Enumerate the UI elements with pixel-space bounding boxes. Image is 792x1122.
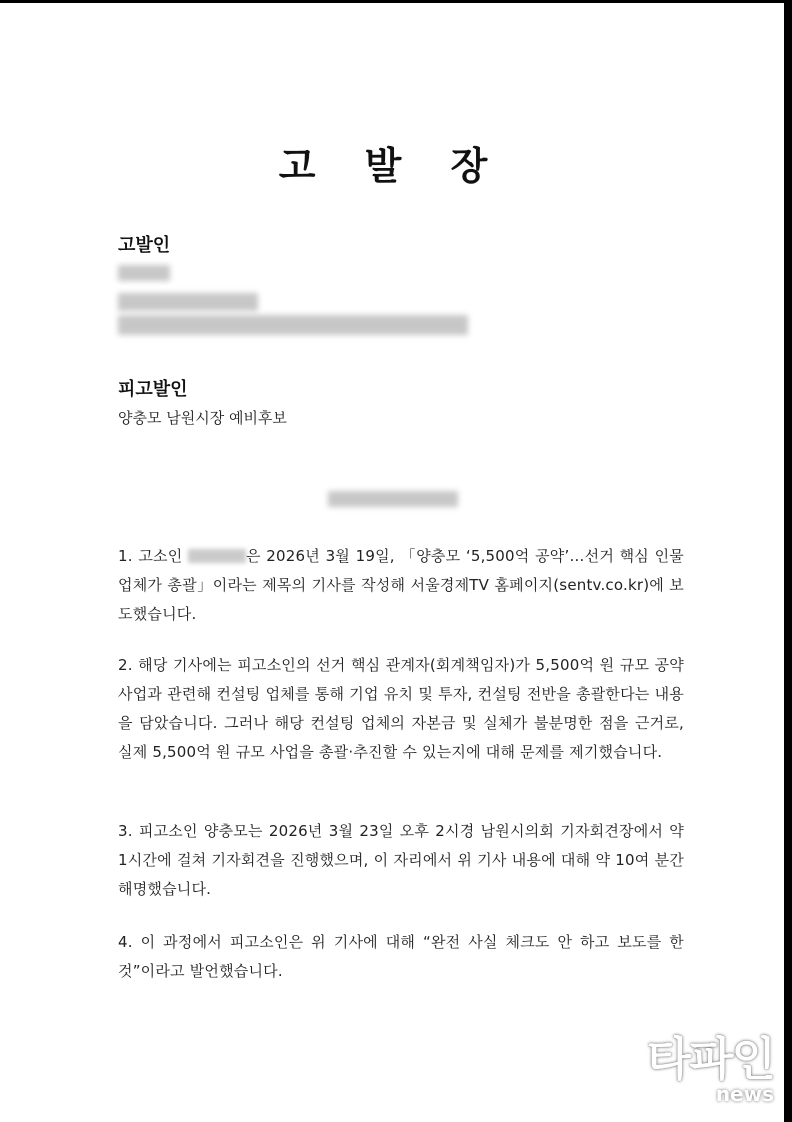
paragraph-2: 2. 해당 기사에는 피고소인의 선거 핵심 관계자(회계책임자)가 5,500억 원 규모 공약 사업과 관련해 컨설팅 업체를 통해 기업 유치 및 투자, 컨설팅 전반을 총괄한다는 내용을 담았습니다. 그러나 해당 컨설팅 업체의 자본금 및 실체가 불분명한 점을 근거로, 실제 5,500억 원 규모 사업을 총괄·추진할 수 있는지에 대해 문제를 제기했습니다.: [118, 656, 684, 761]
redacted-complainant-address-line1: [118, 293, 258, 311]
document-page: [0, 3, 784, 1122]
complainant-heading: 고발인: [118, 235, 171, 256]
redacted-reporter-name: [188, 549, 246, 563]
redacted-complainant-address-line2: [118, 315, 468, 335]
paragraph-1-rest: 은 2026년 3월 19일, 「양충모 ‘5,500억 공약’…선거 핵심 인물 업체가 총괄」이라는 제목의 기사를 작성해 서울경제TV 홈페이지(sentv.co.kr)에 보도했습니다.: [118, 547, 684, 623]
paragraph-4: 4. 이 과정에서 피고소인은 위 기사에 대해 “완전 사실 체크도 안 하고 보도를 한 것”이라고 발언했습니다.: [118, 933, 684, 980]
watermark-logo-text: 타파인: [646, 1032, 774, 1086]
document-title: 고 발 장: [278, 143, 506, 188]
accused-heading: 피고발인: [118, 379, 188, 400]
redacted-subtitle: [328, 491, 458, 507]
redacted-complainant-name: [118, 265, 170, 281]
watermark-logo-sub: news: [715, 1082, 774, 1106]
paragraph-3: 3. 피고소인 양충모는 2026년 3월 23일 오후 2시경 남원시의회 기자회견장에서 약 1시간에 걸쳐 기자회견을 진행했으며, 이 자리에서 위 기사 내용에 대해 약 10여 분간 해명했습니다.: [118, 822, 684, 898]
paragraph-1-start: 1. 고소인: [118, 547, 188, 565]
watermark-logo: [647, 1034, 774, 1104]
accused-name: 양충모 남원시장 예비후보: [118, 409, 287, 427]
paragraph-1: [118, 542, 684, 629]
